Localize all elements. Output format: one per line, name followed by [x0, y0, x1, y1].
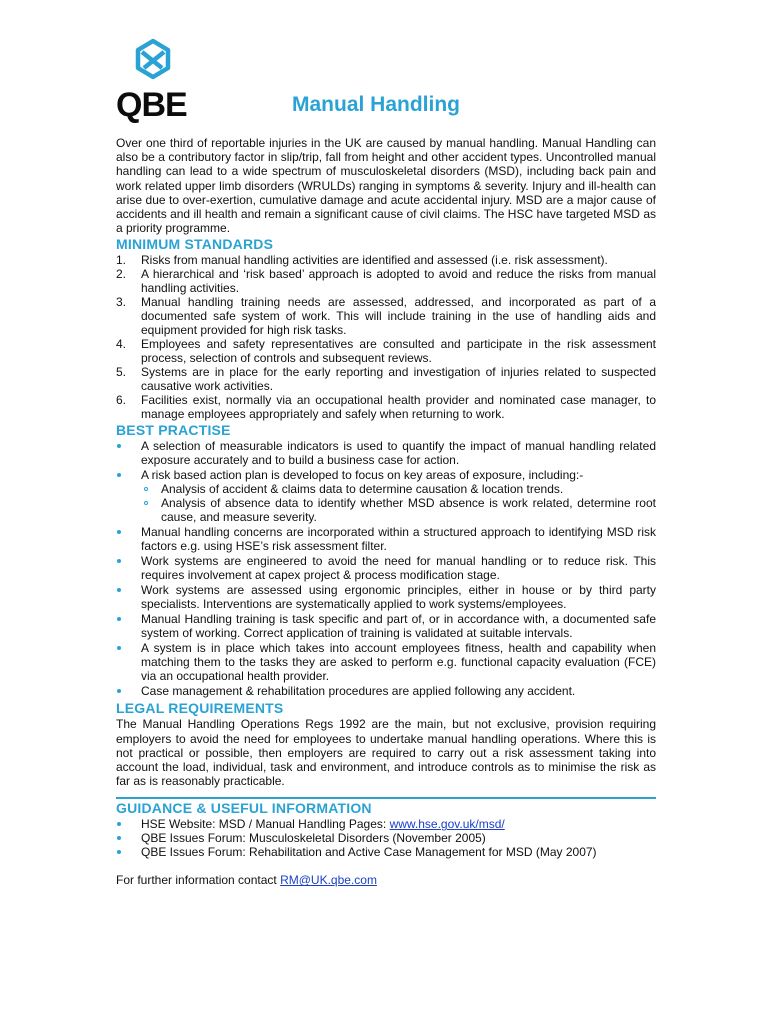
- list-item: Manual handling concerns are incorporated within a structured approach to identifying MSD risk factors e.g. using HSE’s risk assessment filter.: [116, 525, 656, 553]
- guidance-heading: GUIDANCE & USEFUL INFORMATION: [116, 800, 372, 817]
- legal-requirements-paragraph: The Manual Handling Operations Regs 1992 are the main, but not exclusive, provision requiring employers to avoid the need for employees to undertake manual handling operations. Where this is not practical or possible, then employers are required to carry out a risk assessment taking into account the load, individual, task and environment, and introduce controls as to minimise the risk as far as is reasonably practicable.: [116, 717, 656, 789]
- list-item: Work systems are engineered to avoid the need for manual handling or to reduce risk. This requires involvement at capex project & process modification stage.: [116, 554, 656, 582]
- qbe-logo-icon: [132, 38, 174, 80]
- legal-requirements-heading: LEGAL REQUIREMENTS: [116, 700, 284, 717]
- sub-list-item: Analysis of accident & claims data to determine causation & location trends.: [141, 482, 656, 496]
- contact-email-link[interactable]: RM@UK.qbe.com: [280, 873, 377, 888]
- minimum-standards-heading: MINIMUM STANDARDS: [116, 236, 274, 253]
- bullet-icon: [117, 836, 121, 840]
- contact-line: For further information contact RM@UK.qbe.com: [116, 873, 377, 888]
- bullet-icon: [117, 588, 121, 592]
- best-practise-list: [116, 439, 656, 698]
- document-body: [116, 136, 656, 887]
- intro-paragraph: Over one third of reportable injuries in the UK are caused by manual handling. Manual Handling can also be a contributory factor in slip/trip, fall from height and other accident types. Uncontrolled manual handling can lead to a wide spectrum of musculoskeletal disorders (MSD), including back pain and work related upper limb disorders (WRULDs) ranging in symptoms & severity. Injury and ill-health can arise due to over-exertion, cumulative damage and acute accidental injury. MSD are a major cause of accidents and ill health and remain a significant cause of civil claims. The HSC have targeted MSD as a priority programme.: [116, 136, 656, 236]
- bullet-icon: [117, 617, 121, 621]
- list-item: 4. Employees and safety representatives are consulted and participate in the risk assessment process, selection of controls and subsequent reviews.: [116, 337, 656, 366]
- list-item: Manual Handling training is task specific and part of, or in accordance with, a documented safe system of working. Correct application of training is validated at suitable intervals.: [116, 612, 656, 640]
- list-item: QBE Issues Forum: Rehabilitation and Active Case Management for MSD (May 2007): [116, 845, 656, 859]
- bullet-icon: [117, 822, 121, 826]
- list-item: 5. Systems are in place for the early reporting and investigation of injuries related to suspected causative work activities.: [116, 365, 656, 394]
- list-item: A risk based action plan is developed to focus on key areas of exposure, including:- Analysis of accident & claims data to determine causation & location trends. Analysis of absence data to identify whether MSD absence is work related, determine root cause, and measure severity.: [116, 468, 656, 524]
- best-practise-heading: BEST PRACTISE: [116, 422, 231, 439]
- list-item: 1. Risks from manual handling activities are identified and assessed (i.e. risk assessment).: [116, 253, 608, 268]
- guidance-list: [116, 817, 656, 859]
- logo-text: QBE: [116, 86, 187, 124]
- bullet-icon: [117, 444, 121, 448]
- list-item: 2. A hierarchical and ‘risk based’ approach is adopted to avoid and reduce the risks from manual handling activities.: [116, 267, 656, 296]
- bullet-icon: [117, 473, 121, 477]
- bullet-icon: [117, 559, 121, 563]
- list-item: HSE Website: MSD / Manual Handling Pages: www.hse.gov.uk/msd/: [116, 817, 656, 831]
- sub-list-item: Analysis of absence data to identify whether MSD absence is work related, determine root cause, and measure severity.: [141, 496, 656, 524]
- bullet-icon: [117, 646, 121, 650]
- list-item: QBE Issues Forum: Musculoskeletal Disorders (November 2005): [116, 831, 656, 845]
- hollow-bullet-icon: [144, 501, 148, 505]
- minimum-standards-list: [116, 253, 656, 421]
- list-item: 6. Facilities exist, normally via an occupational health provider and nominated case manager, to manage employees appropriately and safely when returning to work.: [116, 393, 656, 422]
- bullet-icon: [117, 850, 121, 854]
- sub-list: [141, 482, 656, 524]
- list-item: Case management & rehabilitation procedures are applied following any accident.: [116, 684, 656, 698]
- bullet-icon: [117, 530, 121, 534]
- hse-website-link[interactable]: www.hse.gov.uk/msd/: [389, 817, 505, 832]
- list-item: A selection of measurable indicators is used to quantify the impact of manual handling related exposure accurately and to build a business case for action.: [116, 439, 656, 467]
- page-title: Manual Handling: [292, 93, 460, 116]
- bullet-icon: [117, 689, 121, 693]
- hollow-bullet-icon: [144, 487, 148, 491]
- list-item: Work systems are assessed using ergonomic principles, either in house or by third party specialists. Interventions are systematically applied to work systems/employees.: [116, 583, 656, 611]
- list-item: A system is in place which takes into account employees fitness, health and capability when matching them to the tasks they are asked to perform e.g. functional capacity evaluation (FCE) via an occupational health provider.: [116, 641, 656, 683]
- list-item: 3. Manual handling training needs are assessed, addressed, and incorporated as part of a documented safe system of work. This will include training in the use of handling aids and equipment provided for high risk tasks.: [116, 295, 656, 338]
